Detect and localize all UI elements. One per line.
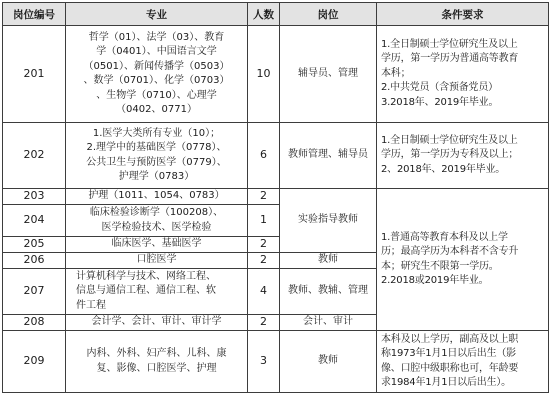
condition-line: 2.中共党员（含预备党员）	[381, 82, 498, 94]
major-line: 医学检验技术、医学检验	[101, 221, 212, 233]
major-line: 、数学（0701）、化学（0703）	[83, 75, 230, 86]
major-line: 临床检验诊断学（100208）、	[89, 207, 224, 218]
condition-line: 本科；	[381, 67, 411, 79]
major-line: 公共卫生与预防医学（0779）、	[86, 156, 227, 168]
condition-line: 1.全日制硕士学位研究生及以上	[381, 38, 518, 50]
post-cell: 会计、审计	[280, 315, 377, 331]
condition-line: 学历，第一学历为普通高等教育	[381, 53, 519, 65]
conditions-cell	[377, 331, 549, 393]
major-line: 、生物学（0710）、心理学	[96, 89, 217, 101]
major-line: 学（0401）、中国语言文学	[96, 46, 217, 57]
major-cell	[66, 237, 248, 253]
major-cell	[66, 269, 248, 315]
major-line: 2.理学中的基础医学（0778）、	[86, 142, 227, 153]
position-code: 203	[3, 189, 66, 205]
headcount: 10	[248, 26, 280, 123]
major-line: 哲学（01）、法学（03）、教育	[88, 31, 225, 43]
headcount: 2	[248, 189, 280, 205]
major-line: 计算机科学与技术、网络工程、	[76, 270, 216, 282]
condition-line: 历；最高学历为本科者不含专升	[381, 246, 519, 257]
position-code: 204	[3, 205, 66, 237]
position-code: 201	[3, 26, 66, 123]
condition-line: 2、2018年、2019年毕业。	[381, 163, 506, 175]
major-cell	[66, 331, 248, 393]
headcount: 2	[248, 253, 280, 269]
table-row	[3, 331, 549, 393]
recruitment-table-container	[2, 2, 548, 398]
position-code: 202	[3, 123, 66, 189]
major-cell	[66, 123, 248, 189]
major-cell	[66, 315, 248, 331]
major-line: 内科、外科、妇产科、儿科、康	[86, 348, 227, 359]
headcount: 4	[248, 269, 280, 315]
position-code: 206	[3, 253, 66, 269]
conditions-cell	[377, 123, 549, 189]
conditions-cell	[377, 26, 549, 123]
conditions-cell-merged	[377, 189, 549, 331]
post-cell: 教师	[280, 253, 377, 269]
post-cell: 教师管理、辅导员	[280, 123, 377, 189]
header-post: 岗位	[280, 3, 377, 26]
position-code: 209	[3, 331, 66, 393]
headcount: 6	[248, 123, 280, 189]
condition-line: 1.普通高等教育本科及以上学	[381, 231, 508, 243]
table-row	[3, 26, 549, 123]
header-major: 专业	[66, 3, 248, 26]
major-line: 临床医学、基础医学	[111, 238, 202, 250]
major-line: 件工程	[76, 299, 106, 311]
major-cell	[66, 26, 248, 123]
condition-line: 学历，第一学历为专科及以上；	[381, 149, 519, 161]
condition-line: 2.2018或2019年毕业。	[381, 275, 489, 286]
condition-line: 本；研究生不限第一学历。	[381, 260, 499, 272]
header-count: 人数	[248, 3, 280, 26]
post-cell-merged: 实验指导教师	[280, 189, 377, 253]
condition-line: 3.2018年、2019年毕业。	[381, 96, 499, 108]
condition-line: 本科及以上学历，副高及以上职	[381, 333, 519, 345]
headcount: 2	[248, 237, 280, 253]
position-code: 208	[3, 315, 66, 331]
post-cell: 教师、教辅、管理	[280, 269, 377, 315]
condition-line: 1.全日制硕士学位研究生及以上	[381, 134, 518, 146]
major-cell	[66, 205, 248, 237]
post-cell: 辅导员、管理	[280, 26, 377, 123]
major-line: （0501）、新闻传播学（0503）	[83, 60, 230, 72]
major-line: 复、影像、口腔医学、护理	[96, 362, 217, 374]
position-code: 207	[3, 269, 66, 315]
condition-line: 像、口腔中级职称也可，年龄要	[381, 362, 519, 374]
major-line: 会计学、会计、审计、审计学	[91, 316, 222, 328]
major-cell	[66, 189, 248, 205]
headcount: 3	[248, 331, 280, 393]
major-line: 护理学（0783）	[118, 171, 195, 182]
headcount: 2	[248, 315, 280, 331]
condition-line: 称1973年1月1日以后出生（影	[381, 348, 516, 359]
major-line: 信息与通信工程、通信工程、软	[76, 285, 216, 297]
major-line: 口腔医学	[136, 254, 177, 266]
major-line: 1.医学大类所有专业（10）；	[92, 127, 221, 139]
major-line: 护理（1011、1054、0783）	[88, 190, 225, 202]
headcount: 1	[248, 205, 280, 237]
major-line: （0402、0771）	[116, 104, 197, 115]
table-header-row	[3, 3, 549, 26]
post-cell: 教师	[280, 331, 377, 393]
table-row	[3, 189, 549, 205]
table-row	[3, 123, 549, 189]
position-code: 205	[3, 237, 66, 253]
condition-line: 求1984年1月1日以后出生）。	[381, 377, 511, 388]
major-cell	[66, 253, 248, 269]
header-code: 岗位编号	[3, 3, 66, 26]
header-conditions: 条件要求	[377, 3, 549, 26]
recruitment-table	[2, 2, 549, 393]
